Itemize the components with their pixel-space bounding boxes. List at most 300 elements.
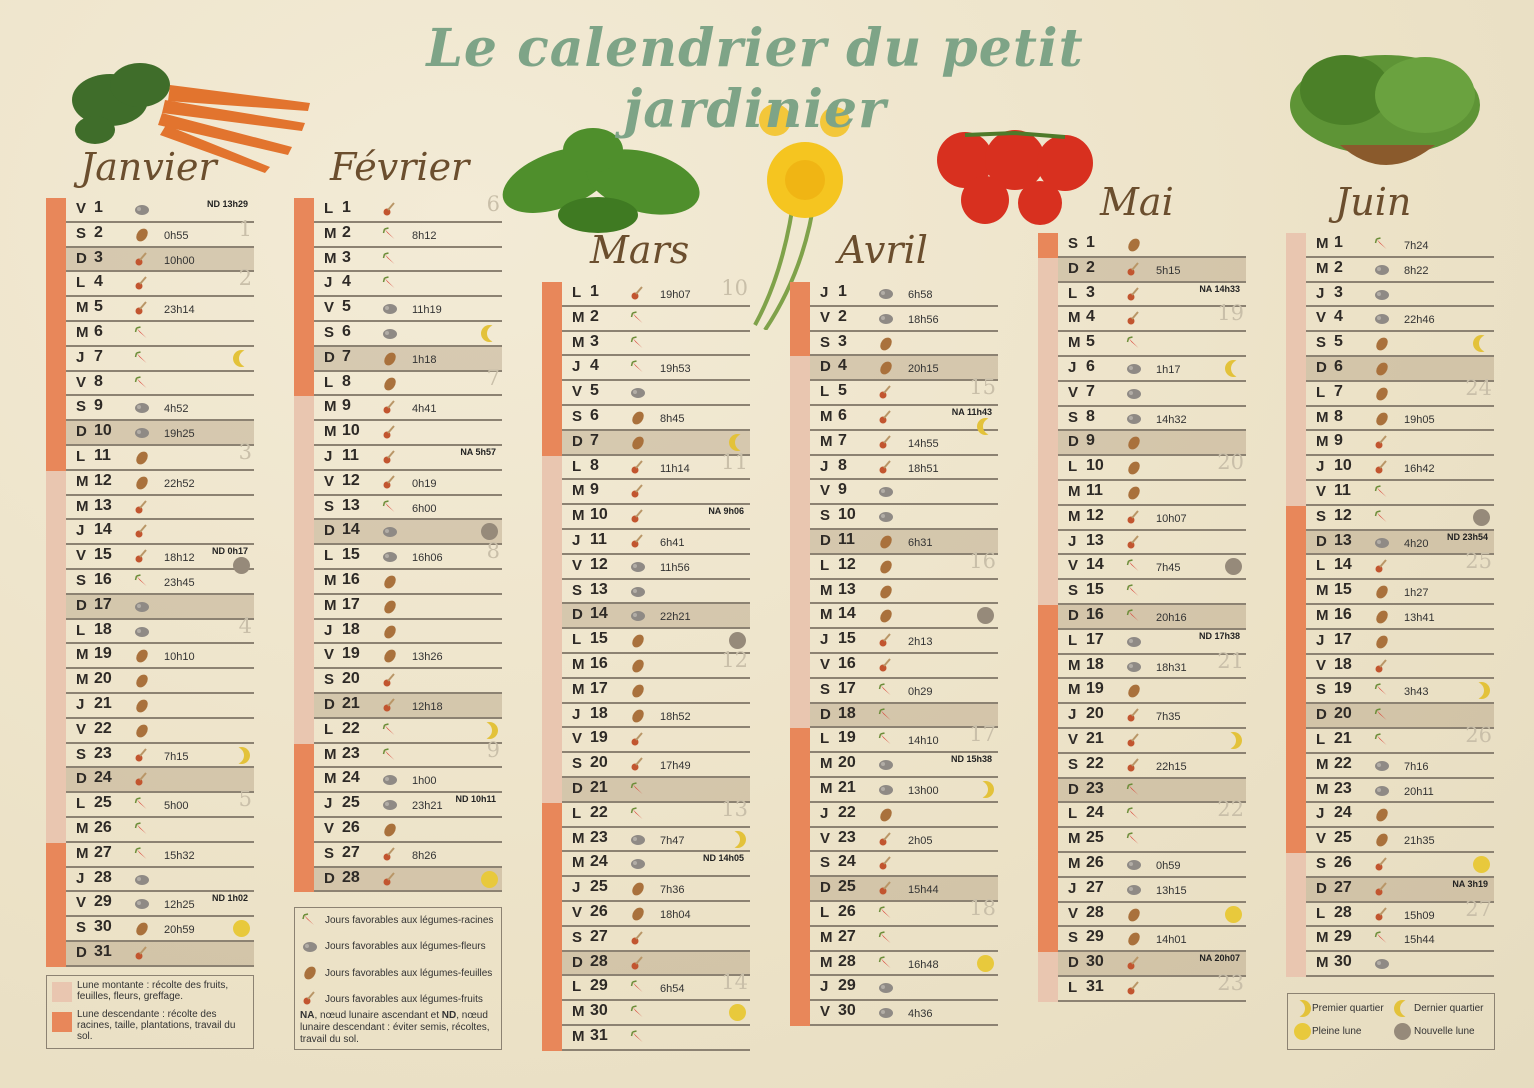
fruit-icon [630, 931, 645, 945]
day-number: 15 [838, 630, 856, 648]
weekday-letter: M [324, 423, 337, 441]
descendante-bar [790, 728, 810, 1026]
descendante-swatch [52, 1012, 72, 1032]
day-number: 21 [342, 695, 360, 712]
new-moon-icon [1225, 558, 1242, 575]
day-row [1306, 754, 1494, 779]
weekday-letter: S [572, 581, 583, 599]
weekday-letter: M [1068, 830, 1081, 848]
descendante-bar [1286, 506, 1306, 853]
lunar-node: NA 9h06 [708, 506, 744, 517]
montante-bar [542, 456, 562, 803]
day-row [66, 942, 254, 967]
lunar-node: ND 1h02 [211, 893, 248, 904]
day-number: 19 [1334, 680, 1352, 698]
fruit-icon [1126, 262, 1141, 276]
day-number: 5 [1086, 333, 1095, 351]
day-row [1306, 456, 1494, 481]
moon-time: 2h13 [908, 636, 933, 649]
day-number: 13 [838, 580, 856, 598]
weekday-letter: J [1068, 359, 1077, 376]
moon-time: 23h45 [164, 577, 195, 589]
leaf-icon [134, 723, 149, 737]
new-moon-label: Nouvelle lune [1414, 1026, 1475, 1037]
root-icon [1126, 807, 1141, 821]
day-number: 5 [94, 298, 103, 316]
weekday-letter: D [572, 780, 583, 797]
day-number: 24 [838, 853, 856, 871]
day-row [1306, 258, 1494, 283]
weekday-letter: D [324, 696, 335, 713]
weekday-letter: M [324, 224, 337, 242]
root-icon [878, 732, 893, 746]
fruit-icon [382, 202, 397, 216]
day-row [810, 803, 998, 828]
day-number: 30 [1086, 953, 1104, 971]
fruits-legend-text: Jours favorables aux légumes-fruits [325, 994, 483, 1005]
day-number: 2 [590, 307, 599, 325]
new-moon-icon [1394, 1023, 1411, 1040]
weekday-letter: D [76, 423, 87, 441]
full-moon-icon [233, 920, 250, 937]
day-number: 17 [1334, 630, 1352, 648]
weekday-letter: L [1068, 631, 1078, 649]
moon-time: 15h09 [1404, 909, 1435, 922]
weekday-letter: D [1316, 706, 1327, 724]
day-number: 1 [1086, 234, 1095, 251]
weekday-letter: J [572, 532, 581, 549]
weekday-letter: V [1068, 731, 1079, 748]
day-row [562, 648, 750, 679]
weekday-letter: M [820, 581, 833, 599]
week-number: 16 [969, 548, 996, 573]
day-row [562, 332, 750, 357]
day-row [314, 365, 502, 397]
day-row [1058, 729, 1246, 754]
nd-definition: , nœud lunaire descendant : éviter semis, récoltes, travail du sol. [300, 1010, 490, 1045]
moon-time: 4h52 [164, 403, 189, 416]
moon-time: 1h18 [412, 353, 437, 366]
day-row [314, 694, 502, 719]
day-row [1306, 679, 1494, 704]
weekday-letter: M [1068, 309, 1081, 327]
lunar-node: NA 11h43 [951, 407, 992, 417]
fruit-icon [134, 252, 149, 266]
moon-time: 1h17 [1156, 364, 1181, 376]
day-row [314, 570, 502, 595]
root-icon [134, 376, 149, 390]
day-number: 22 [342, 719, 360, 737]
day-row [314, 644, 502, 669]
weekday-letter: S [1316, 507, 1327, 525]
flower-icon [382, 797, 397, 811]
montante-bar [1038, 952, 1058, 1002]
lunar-node: NA 14h33 [1199, 283, 1240, 294]
flower-icon [1374, 262, 1389, 276]
day-number: 15 [590, 630, 608, 648]
leaf-icon [630, 435, 645, 449]
leaf-icon [630, 658, 645, 672]
root-icon [134, 797, 149, 811]
weekday-letter: J [1068, 879, 1077, 897]
leaf-icon [1126, 237, 1141, 251]
day-number: 18 [838, 704, 856, 722]
moon-time: 6h54 [660, 983, 685, 996]
moon-time: 7h24 [1404, 240, 1429, 252]
flower-icon [1126, 411, 1141, 425]
day-number: 15 [94, 546, 112, 564]
weekday-letter: D [76, 596, 87, 614]
day-row [1058, 407, 1246, 432]
montante-legend-text: Lune montante : récolte des fruits, feuilles, fleurs, greffage. [77, 980, 229, 1002]
day-number: 17 [1086, 630, 1104, 648]
moon-time: 22h21 [660, 611, 691, 624]
day-row [66, 520, 254, 545]
weekday-letter: J [572, 705, 581, 723]
day-number: 7 [94, 347, 103, 365]
weekday-letter: V [324, 472, 335, 490]
day-row [314, 843, 502, 868]
weekday-letter: J [820, 284, 829, 301]
weekday-letter: L [572, 284, 582, 301]
moon-time: 20h11 [1404, 785, 1434, 798]
flower-icon [878, 757, 893, 771]
day-row [66, 347, 254, 372]
montante-bar [1038, 258, 1058, 605]
flower-icon [630, 584, 645, 598]
weekday-letter: V [572, 904, 583, 921]
moon-time: 23h21 [412, 800, 443, 813]
root-icon [630, 1005, 645, 1019]
weekday-letter: L [1316, 557, 1326, 575]
day-number: 5 [342, 298, 351, 316]
moon-time: 19h25 [164, 428, 195, 441]
weekday-letter: V [76, 200, 87, 217]
flower-icon [1374, 783, 1389, 797]
weekday-letter: D [324, 869, 335, 887]
flower-icon [1126, 882, 1141, 896]
weekday-letter: M [76, 820, 89, 837]
day-row [1306, 896, 1494, 928]
leaf-icon [134, 698, 149, 712]
week-number: 9 [486, 737, 500, 762]
leaf-icon [382, 624, 397, 638]
day-number: 30 [838, 1002, 856, 1020]
day-number: 16 [1086, 606, 1104, 623]
weekday-letter: S [1068, 235, 1079, 252]
weekday-letter: M [1068, 656, 1081, 674]
day-row [66, 396, 254, 421]
moon-time: 7h36 [660, 884, 685, 897]
day-row [562, 505, 750, 530]
fruit-icon [134, 301, 149, 315]
moon-time: 22h15 [1156, 760, 1187, 773]
day-row [66, 892, 254, 917]
day-row [810, 778, 998, 803]
root-icon [1126, 783, 1141, 797]
weekday-letter: D [1316, 879, 1327, 897]
day-row [1058, 605, 1246, 630]
day-number: 22 [838, 803, 856, 821]
day-row [66, 744, 254, 769]
root-icon [1126, 609, 1141, 623]
week-number: 19 [1217, 301, 1244, 326]
weekday-letter: V [1316, 656, 1327, 674]
fruit-icon [134, 549, 149, 563]
day-number: 26 [342, 819, 360, 836]
day-number: 29 [94, 893, 112, 911]
moon-time: 23h14 [164, 304, 195, 317]
weekday-letter: V [1068, 904, 1079, 922]
leaf-icon [302, 965, 318, 981]
root-icon [1126, 559, 1141, 573]
day-number: 9 [94, 397, 103, 415]
day-row [314, 446, 502, 471]
descendante-bar [294, 198, 314, 396]
moon-time: 13h00 [908, 785, 939, 797]
leaf-icon [1126, 435, 1141, 449]
tomato-illustration [935, 125, 1100, 225]
descendante-bar [46, 843, 66, 967]
day-number: 28 [838, 952, 856, 970]
day-number: 11 [1086, 482, 1103, 499]
leaf-icon [382, 599, 397, 613]
week-number: 26 [1465, 723, 1492, 747]
new-moon-icon [1473, 509, 1490, 526]
week-number: 7 [486, 365, 500, 390]
weekday-letter: M [572, 1028, 585, 1045]
weekday-letter: L [572, 631, 582, 649]
day-number: 9 [1086, 432, 1095, 450]
weekday-letter: D [1068, 954, 1079, 972]
month-name: Janvier [80, 145, 217, 189]
day-number: 6 [590, 407, 599, 424]
weekday-letter: M [1316, 433, 1329, 451]
leaf-icon [630, 708, 645, 722]
root-icon [878, 956, 893, 970]
day-row [314, 297, 502, 322]
flower-icon [630, 385, 645, 399]
moon-time: 18h04 [660, 909, 691, 921]
weekday-letter: M [572, 656, 585, 673]
day-number: 24 [1334, 804, 1352, 822]
weekday-letter: J [820, 631, 829, 649]
day-number: 6 [1086, 358, 1095, 375]
day-number: 19 [342, 645, 360, 663]
day-row [562, 449, 750, 481]
new-moon-icon [481, 523, 498, 540]
montante-bar [1286, 233, 1306, 506]
day-row [1306, 549, 1494, 580]
day-row [562, 480, 750, 505]
weekday-letter: M [1316, 235, 1329, 252]
flower-icon [878, 980, 893, 994]
day-number: 14 [94, 521, 112, 539]
day-row [66, 818, 254, 843]
weekday-letter: S [1068, 755, 1079, 773]
day-number: 16 [838, 655, 856, 672]
fruit-icon [1126, 311, 1141, 325]
leaf-icon [134, 227, 149, 241]
leaf-icon [630, 906, 645, 920]
weekday-letter: V [324, 646, 335, 664]
fruit-icon [1126, 708, 1141, 722]
day-row [1058, 233, 1246, 258]
leaf-icon [134, 673, 149, 687]
moon-time: 6h00 [412, 502, 437, 515]
root-icon [302, 913, 316, 927]
day-number: 28 [1086, 903, 1104, 921]
week-number: 25 [1465, 549, 1492, 574]
week-number: 22 [1217, 797, 1244, 822]
last-quarter-icon [233, 350, 250, 367]
leaf-icon [1374, 832, 1389, 846]
weekday-letter: M [1068, 681, 1081, 699]
day-row [1058, 679, 1246, 704]
week-number: 15 [969, 375, 996, 400]
day-number: 3 [1086, 283, 1095, 301]
new-moon-icon [729, 632, 746, 649]
day-number: 25 [590, 878, 608, 896]
day-number: 2 [94, 223, 103, 241]
lunar-node: NA 5h57 [460, 447, 496, 457]
root-icon [878, 708, 893, 722]
month-name: Février [330, 145, 470, 189]
descendante-bar [1038, 605, 1058, 952]
weekday-letter: M [820, 928, 833, 946]
weekday-letter: S [820, 507, 831, 525]
moon-time: 0h29 [908, 685, 933, 698]
fruit-icon [382, 673, 397, 687]
day-row [562, 927, 750, 952]
moon-time: 13h41 [1404, 612, 1435, 624]
weekday-letter: L [1068, 805, 1078, 823]
fruit-icon [134, 946, 149, 960]
day-number: 1 [1334, 234, 1343, 251]
flower-icon [382, 772, 397, 786]
flower-icon [1126, 634, 1141, 648]
root-icon [134, 847, 149, 861]
leaf-icon [382, 376, 397, 390]
moon-time: 22h52 [164, 477, 195, 490]
day-row [66, 917, 254, 942]
weekday-letter: S [76, 224, 87, 242]
weekday-letter: M [324, 572, 337, 589]
flower-icon [1126, 361, 1141, 375]
root-icon [1126, 832, 1141, 846]
day-number: 19 [838, 729, 856, 747]
flower-icon [1374, 535, 1389, 549]
descendante-bar [294, 744, 314, 893]
day-number: 19 [1086, 680, 1104, 698]
moon-time: 16h42 [1404, 463, 1435, 476]
weekday-letter: M [324, 249, 337, 267]
day-number: 3 [94, 248, 103, 266]
week-number: 20 [1217, 450, 1244, 475]
day-number: 20 [1086, 705, 1104, 723]
day-number: 13 [590, 580, 608, 598]
weekday-letter: V [572, 730, 583, 748]
flower-icon [1374, 758, 1389, 772]
day-row [314, 471, 502, 496]
day-number: 17 [94, 595, 112, 613]
flower-icon [134, 624, 149, 638]
root-icon [1126, 584, 1141, 598]
moon-time: 10h10 [164, 651, 195, 664]
leaf-icon [878, 534, 893, 548]
calendar-title: Le calendrier du petit jardinier [426, 18, 1084, 140]
weekday-letter: D [820, 532, 831, 549]
day-row [314, 496, 502, 521]
leaf-icon [1126, 683, 1141, 697]
montante-bar [790, 356, 810, 728]
day-number: 10 [590, 506, 608, 524]
day-number: 12 [94, 471, 112, 489]
day-number: 4 [1086, 308, 1095, 326]
day-number: 3 [1334, 283, 1343, 301]
fruit-icon [1126, 535, 1141, 549]
day-row [810, 548, 998, 580]
leaf-icon [1374, 361, 1389, 375]
weekday-letter: V [1316, 309, 1327, 327]
moon-time: 4h20 [1404, 537, 1429, 550]
day-number: 6 [94, 323, 103, 340]
day-row [66, 496, 254, 521]
leaf-icon [1374, 336, 1389, 350]
day-row [1306, 853, 1494, 878]
leaf-icon [134, 648, 149, 662]
weekday-letter: M [324, 770, 337, 788]
fleurs-legend-text: Jours favorables aux légumes-fleurs [325, 941, 486, 952]
day-row [1306, 630, 1494, 655]
day-number: 18 [1086, 655, 1104, 673]
day-number: 16 [590, 655, 608, 672]
weekday-letter: D [76, 249, 87, 267]
day-row [1306, 655, 1494, 680]
weekday-letter: V [324, 820, 335, 837]
weekday-letter: L [820, 904, 830, 921]
moon-time: 1h00 [412, 775, 437, 788]
leaf-icon [1374, 386, 1389, 400]
montante-bar [294, 396, 314, 743]
day-row [314, 248, 502, 273]
day-row [1058, 357, 1246, 382]
weekday-letter: M [820, 780, 833, 797]
root-icon [134, 351, 149, 365]
day-row [314, 520, 502, 545]
moon-time: 19h07 [660, 289, 691, 301]
day-row [66, 440, 254, 471]
full-moon-icon [1473, 856, 1490, 873]
lunar-node: ND 23h54 [1446, 531, 1488, 542]
day-number: 13 [94, 496, 112, 514]
day-number: 11 [1334, 482, 1351, 499]
weekday-letter: S [820, 333, 831, 351]
weekday-letter: L [1316, 383, 1326, 401]
weekday-letter: L [820, 730, 830, 748]
day-number: 17 [838, 679, 856, 697]
day-number: 30 [590, 1002, 608, 1020]
day-row [66, 644, 254, 669]
moon-time: 0h55 [164, 229, 189, 242]
weekday-letter: M [820, 432, 833, 450]
leaf-icon [382, 648, 397, 662]
moon-time: 11h56 [660, 561, 690, 574]
flower-icon [382, 549, 397, 563]
day-row [1306, 233, 1494, 258]
day-number: 28 [342, 868, 360, 886]
day-number: 21 [94, 695, 112, 712]
